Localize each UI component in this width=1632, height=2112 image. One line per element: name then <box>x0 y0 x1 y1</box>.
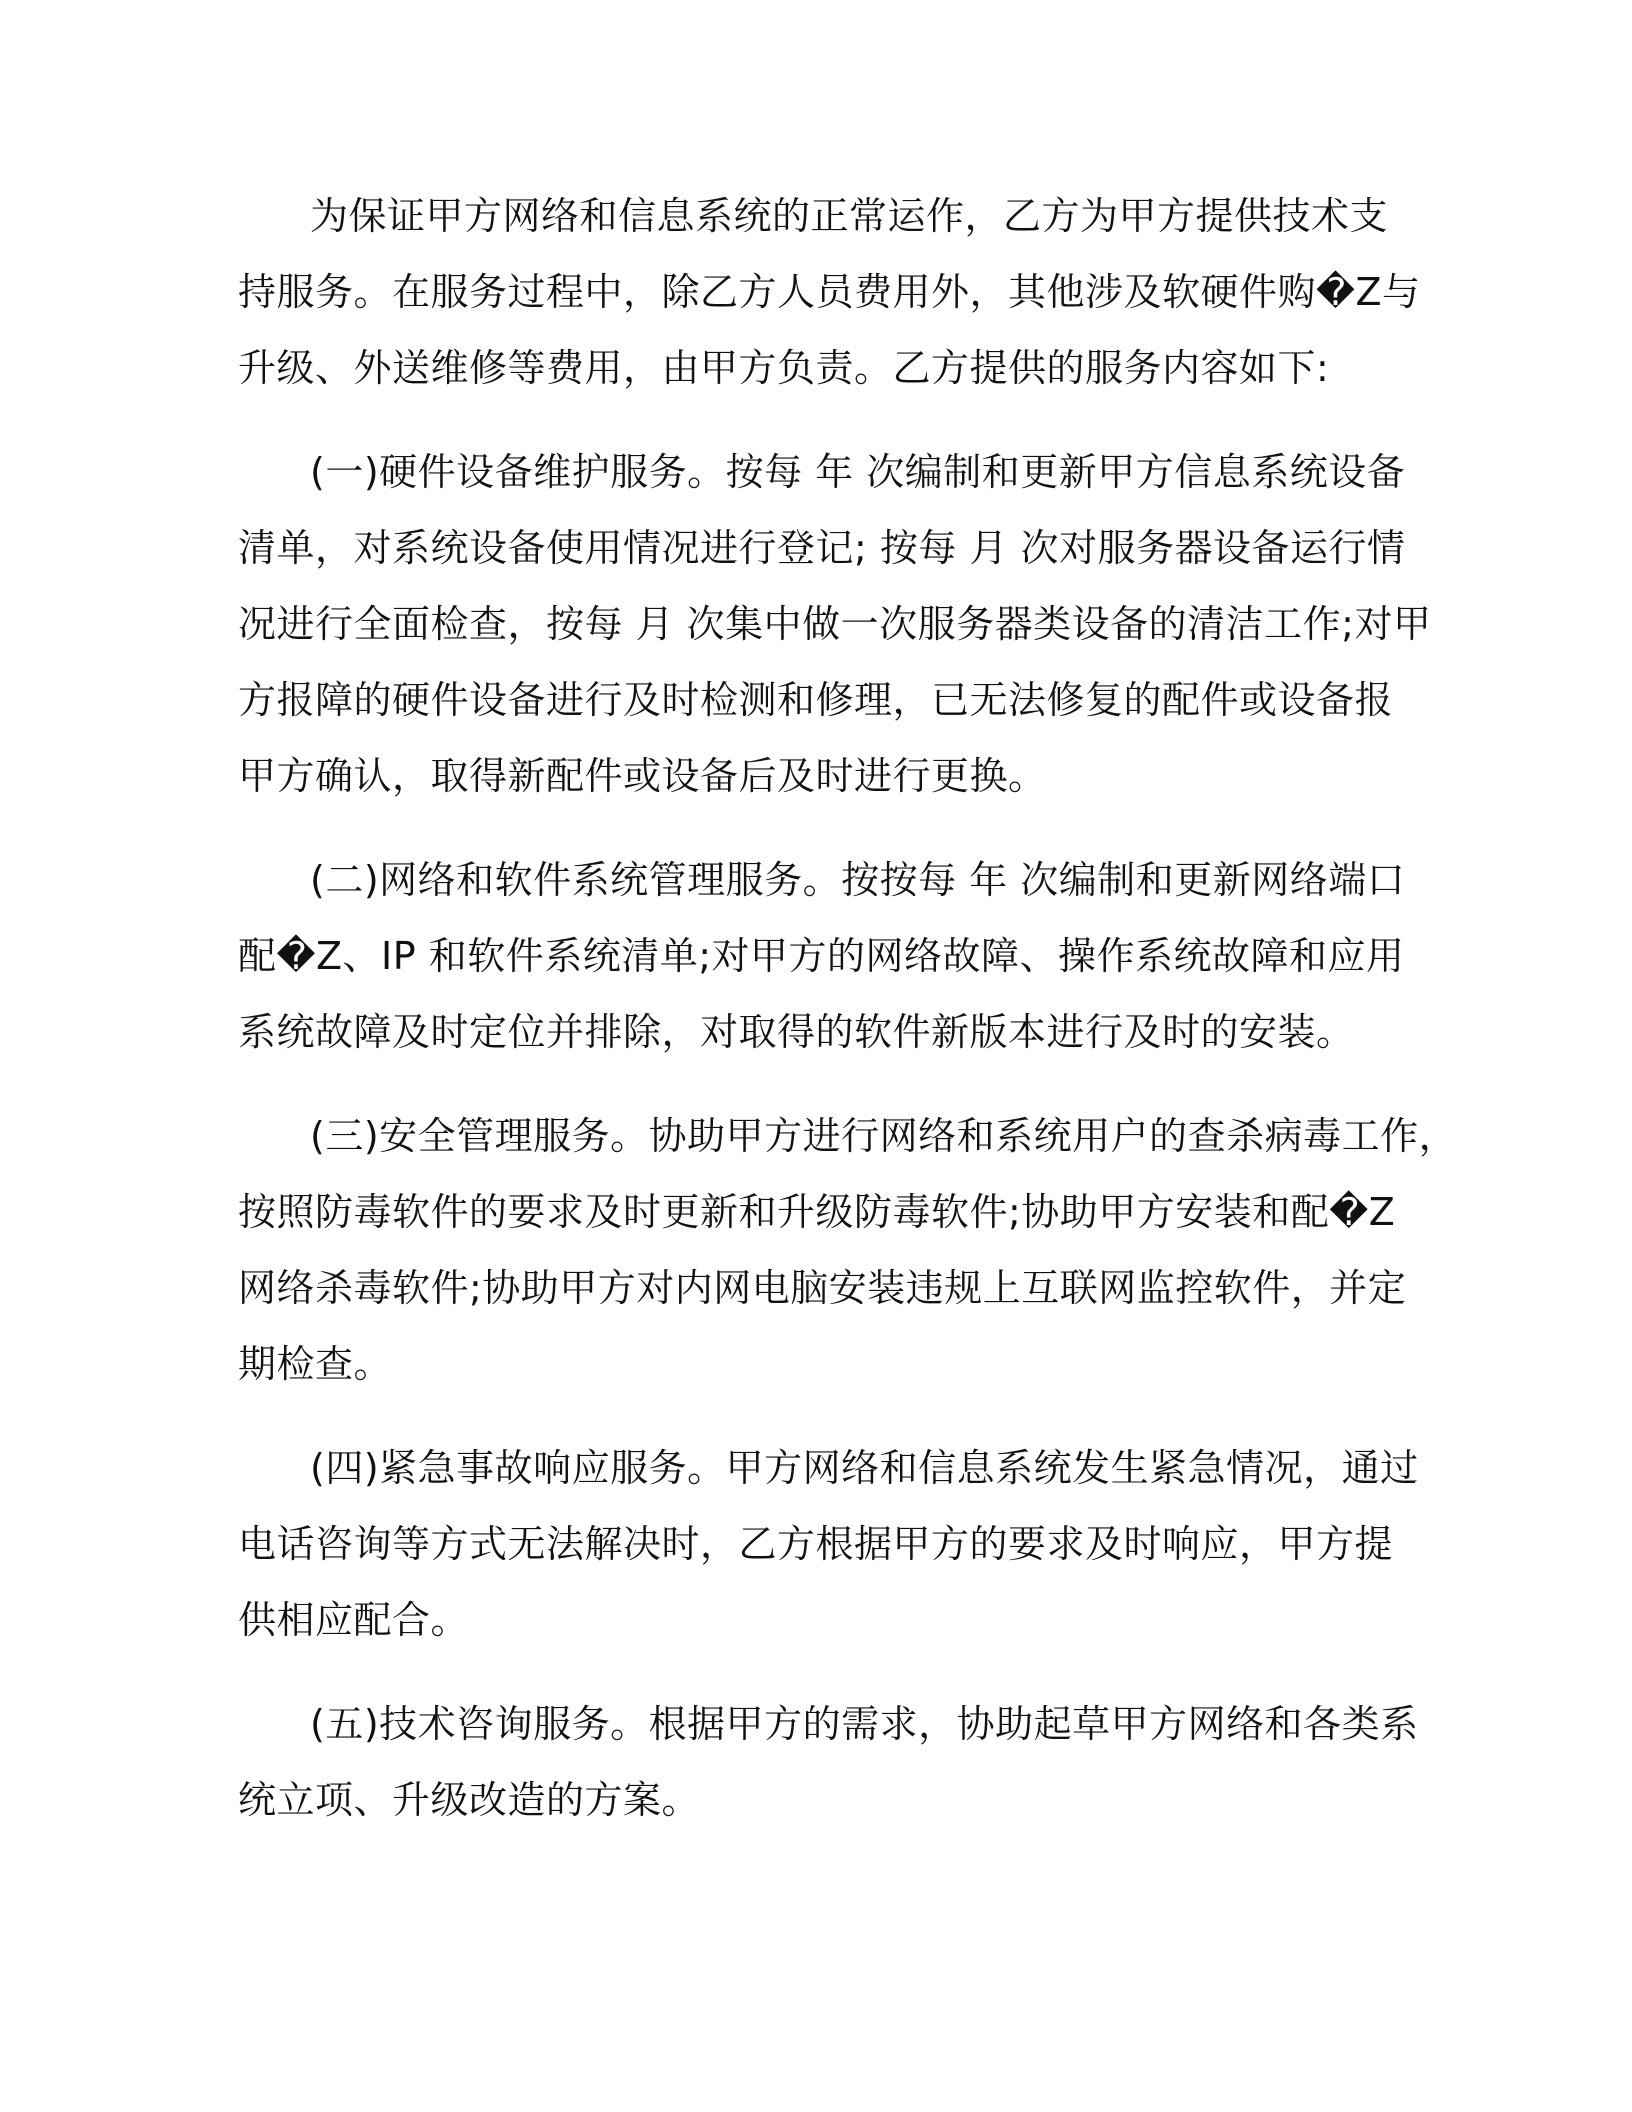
text-line: 升级、外送维修等费用，由甲方负责。乙方提供的服务内容如下: <box>238 346 1330 390</box>
text-line: 甲方确认，取得新配件或设备后及时进行更换。 <box>238 754 1047 798</box>
text-line: 供相应配合。 <box>238 1598 470 1642</box>
text-line: 清单，对系统设备使用情况进行登记; 按每 月 次对服务器设备运行情 <box>238 526 1406 570</box>
text-line: 期检查。 <box>238 1342 393 1386</box>
text-line: (二)网络和软件系统管理服务。按按每 年 次编制和更新网络端口 <box>310 858 1406 902</box>
text-line: (五)技术咨询服务。根据甲方的需求，协助起草甲方网络和各类系 <box>310 1702 1419 1746</box>
text-line: 网络杀毒软件;协助甲方对内网电脑安装违规上互联网监控软件，并定 <box>238 1266 1407 1310</box>
text-line: 统立项、升级改造的方案。 <box>238 1778 701 1822</box>
text-line: 电话咨询等方式无法解决时，乙方根据甲方的要求及时响应，甲方提 <box>238 1522 1394 1566</box>
text-line: 方报障的硬件设备进行及时检测和修理，已无法修复的配件或设备报 <box>238 678 1394 722</box>
text-line: (三)安全管理服务。协助甲方进行网络和系统用户的查杀病毒工作， <box>310 1114 1458 1158</box>
text-line: 况进行全面检查，按每 月 次集中做一次服务器类设备的清洁工作;对甲 <box>238 602 1432 646</box>
text-line: (四)紧急事故响应服务。甲方网络和信息系统发生紧急情况，通过 <box>310 1446 1419 1490</box>
text-line: 按照防毒软件的要求及时更新和升级防毒软件;协助甲方安装和配�Z <box>238 1190 1396 1234</box>
text-line: 持服务。在服务过程中，除乙方人员费用外，其他涉及软硬件购�Z与 <box>238 270 1421 314</box>
text-line: 为保证甲方网络和信息系统的正常运作，乙方为甲方提供技术支 <box>310 194 1389 238</box>
text-line: 系统故障及时定位并排除，对取得的软件新版本进行及时的安装。 <box>238 1010 1355 1054</box>
text-line: (一)硬件设备维护服务。按每 年 次编制和更新甲方信息系统设备 <box>310 450 1406 494</box>
text-line: 配�Z、IP 和软件系统清单;对甲方的网络故障、操作系统故障和应用 <box>238 934 1405 978</box>
